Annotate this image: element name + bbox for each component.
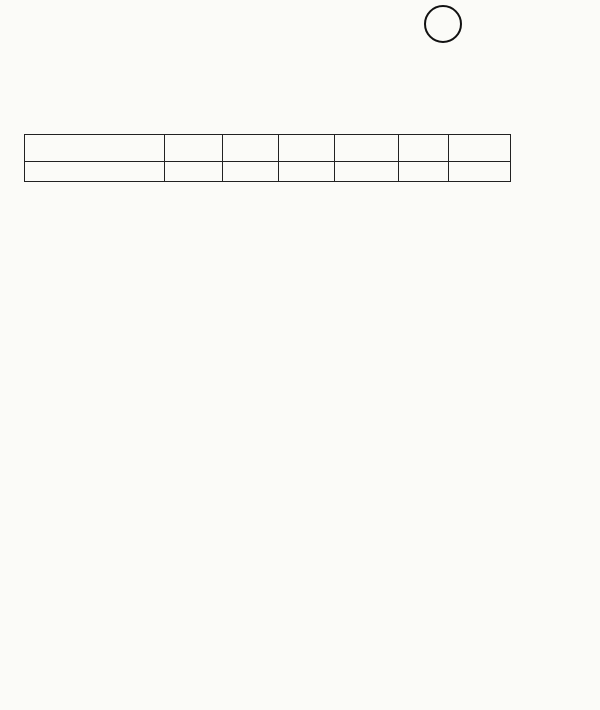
document-id-circle: [424, 5, 462, 43]
table1-header-cell: [165, 135, 223, 162]
table1-header-cell: [399, 135, 449, 162]
table1-value-cell: [449, 162, 511, 182]
document-id: [424, 4, 470, 44]
table1-general-row: [25, 162, 511, 182]
table1-value-cell: [335, 162, 399, 182]
table1-header-row: [25, 135, 511, 162]
table1-value-cell: [279, 162, 335, 182]
table1-header-cell: [449, 135, 511, 162]
table1-value-cell: [399, 162, 449, 182]
table1-header-cell: [223, 135, 279, 162]
table1-value-cell: [223, 162, 279, 182]
table1-general-label: [25, 162, 165, 182]
table1-header-cell: [335, 135, 399, 162]
table1-value-cell: [165, 162, 223, 182]
table1-header-account: [25, 135, 165, 162]
table1-main: [24, 134, 511, 182]
table1-header-cell: [279, 135, 335, 162]
